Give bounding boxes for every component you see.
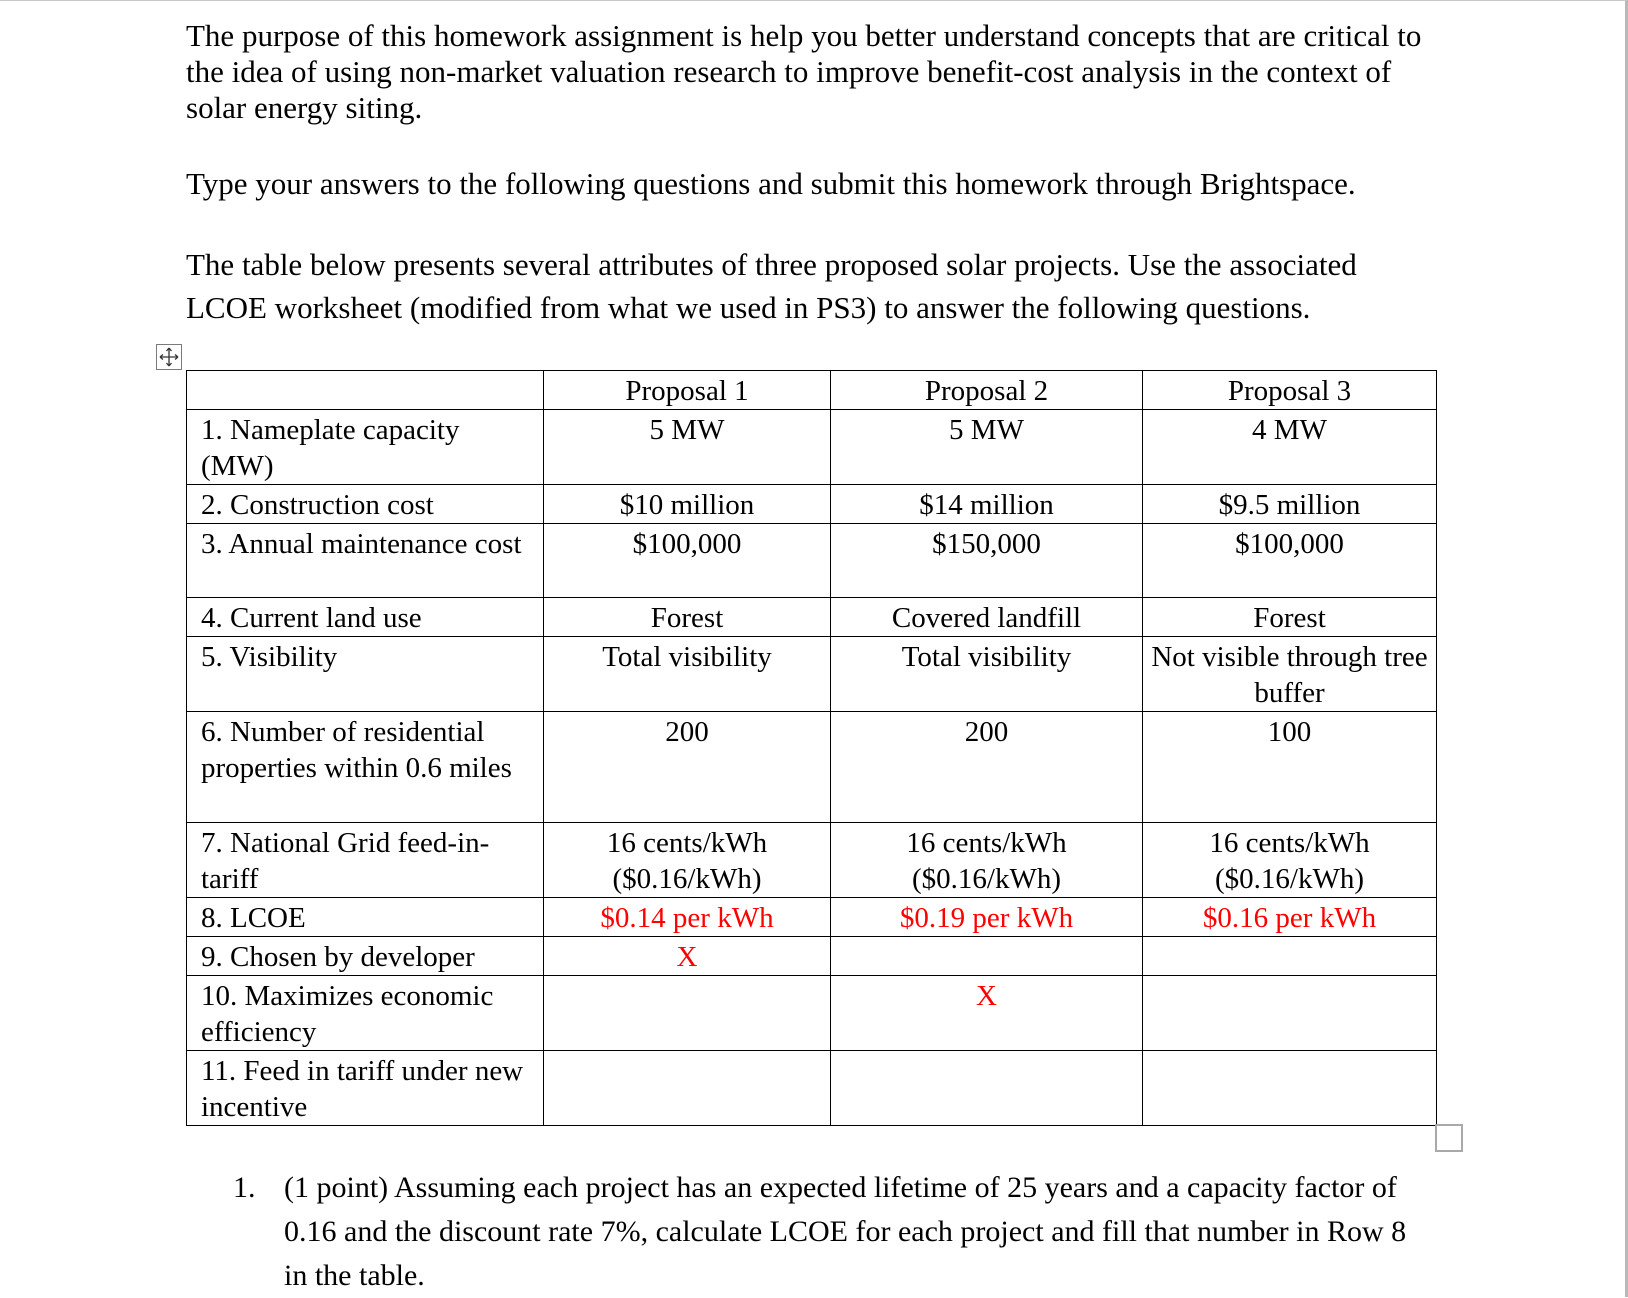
row-label-new-tariff: 11. Feed in tariff under new incentive <box>187 1051 544 1126</box>
row-label-residential-properties: 6. Number of residential properties within 0.6 miles <box>187 712 544 823</box>
cell-p1-construction-cost: $10 million <box>544 485 831 524</box>
cell-p3-tariff-dollars: ($0.16/kWh) <box>1215 863 1364 895</box>
row-tariff <box>187 823 1437 898</box>
question-number: 1. <box>233 1171 256 1204</box>
cell-p2-efficiency[interactable]: X <box>831 976 1143 1051</box>
table-header-row <box>187 371 1437 410</box>
row-chosen-by-developer <box>187 937 1437 976</box>
table-corner-cell <box>187 371 544 410</box>
proposal-3-header: Proposal 3 <box>1143 371 1437 410</box>
cell-p3-residential-properties: 100 <box>1143 712 1437 823</box>
cell-p1-tariff-dollars: ($0.16/kWh) <box>612 863 762 895</box>
row-capacity <box>187 410 1437 485</box>
instructions-paragraph: Type your answers to the following questions and submit this homework through Brightspace. <box>186 166 1356 201</box>
cell-p3-visibility: Not visible through tree buffer <box>1143 637 1437 712</box>
row-label-lcoe: 8. LCOE <box>187 898 544 937</box>
table-intro-paragraph: The table below presents several attributes of three proposed solar projects. Use the associated LCOE worksheet (modified from what we used in PS3) to answer the following questions. <box>186 247 1357 325</box>
row-land-use <box>187 598 1437 637</box>
row-maximizes-efficiency <box>187 976 1437 1051</box>
cell-p3-chosen[interactable] <box>1143 937 1437 976</box>
cell-p1-residential-properties: 200 <box>544 712 831 823</box>
cell-p1-land-use: Forest <box>544 598 831 637</box>
cell-p3-maintenance-cost: $100,000 <box>1143 524 1437 598</box>
cell-p2-maintenance-cost: $150,000 <box>831 524 1143 598</box>
cell-p2-capacity: 5 MW <box>831 410 1143 485</box>
cell-p2-land-use: Covered landfill <box>831 598 1143 637</box>
intro-paragraph: The purpose of this homework assignment is help you better understand concepts that are critical to the idea of using non-market valuation research to improve benefit-cost analysis in the context of solar energy siting. <box>186 18 1422 125</box>
row-label-maintenance-cost: 3. Annual maintenance cost <box>187 524 544 598</box>
question-1 <box>233 1166 1413 1298</box>
question-text: (1 point) Assuming each project has an expected lifetime of 25 years and a capacity factor of 0.16 and the discount rate 7%, calculate LCOE for each project and fill that number in Row 8 in the table. <box>284 1171 1407 1292</box>
move-arrows-icon <box>159 347 179 367</box>
proposal-1-header: Proposal 1 <box>544 371 831 410</box>
cell-p2-visibility: Total visibility <box>831 637 1143 712</box>
cell-p3-tariff <box>1143 823 1437 898</box>
cell-p3-new-tariff[interactable] <box>1143 1051 1437 1126</box>
cell-p2-residential-properties: 200 <box>831 712 1143 823</box>
row-visibility <box>187 637 1437 712</box>
proposal-2-header: Proposal 2 <box>831 371 1143 410</box>
row-label-capacity: 1. Nameplate capacity (MW) <box>187 410 544 485</box>
row-label-tariff: 7. National Grid feed-in-tariff <box>187 823 544 898</box>
table-move-handle[interactable] <box>156 344 182 370</box>
cell-p1-capacity: 5 MW <box>544 410 831 485</box>
row-construction-cost <box>187 485 1437 524</box>
cell-p1-maintenance-cost: $100,000 <box>544 524 831 598</box>
row-label-chosen-by-developer: 9. Chosen by developer <box>187 937 544 976</box>
row-label-visibility: 5. Visibility <box>187 637 544 712</box>
cell-p3-tariff-cents: 16 cents/kWh <box>1209 827 1370 859</box>
row-maintenance-cost <box>187 524 1437 598</box>
cell-p2-chosen[interactable] <box>831 937 1143 976</box>
cell-p3-land-use: Forest <box>1143 598 1437 637</box>
cell-p3-efficiency[interactable] <box>1143 976 1437 1051</box>
cell-p1-lcoe[interactable]: $0.14 per kWh <box>544 898 831 937</box>
table-resize-handle[interactable] <box>1435 1124 1463 1152</box>
cell-p2-tariff-cents: 16 cents/kWh <box>906 827 1067 859</box>
cell-p2-construction-cost: $14 million <box>831 485 1143 524</box>
cell-p2-tariff-dollars: ($0.16/kWh) <box>912 863 1061 895</box>
cell-p3-capacity: 4 MW <box>1143 410 1437 485</box>
row-residential-properties <box>187 712 1437 823</box>
cell-p1-visibility: Total visibility <box>544 637 831 712</box>
cell-p1-tariff <box>544 823 831 898</box>
cell-p1-efficiency[interactable] <box>544 976 831 1051</box>
cell-p1-chosen[interactable]: X <box>544 937 831 976</box>
row-new-tariff <box>187 1051 1437 1126</box>
row-label-construction-cost: 2. Construction cost <box>187 485 544 524</box>
cell-p1-tariff-cents: 16 cents/kWh <box>606 827 768 859</box>
proposals-table <box>186 370 1437 1126</box>
row-lcoe <box>187 898 1437 937</box>
cell-p3-lcoe[interactable]: $0.16 per kWh <box>1143 898 1437 937</box>
cell-p2-tariff <box>831 823 1143 898</box>
cell-p2-new-tariff[interactable] <box>831 1051 1143 1126</box>
cell-p1-new-tariff[interactable] <box>544 1051 831 1126</box>
row-label-land-use: 4. Current land use <box>187 598 544 637</box>
row-label-maximizes-efficiency: 10. Maximizes economic efficiency <box>187 976 544 1051</box>
cell-p2-lcoe[interactable]: $0.19 per kWh <box>831 898 1143 937</box>
cell-p3-construction-cost: $9.5 million <box>1143 485 1437 524</box>
